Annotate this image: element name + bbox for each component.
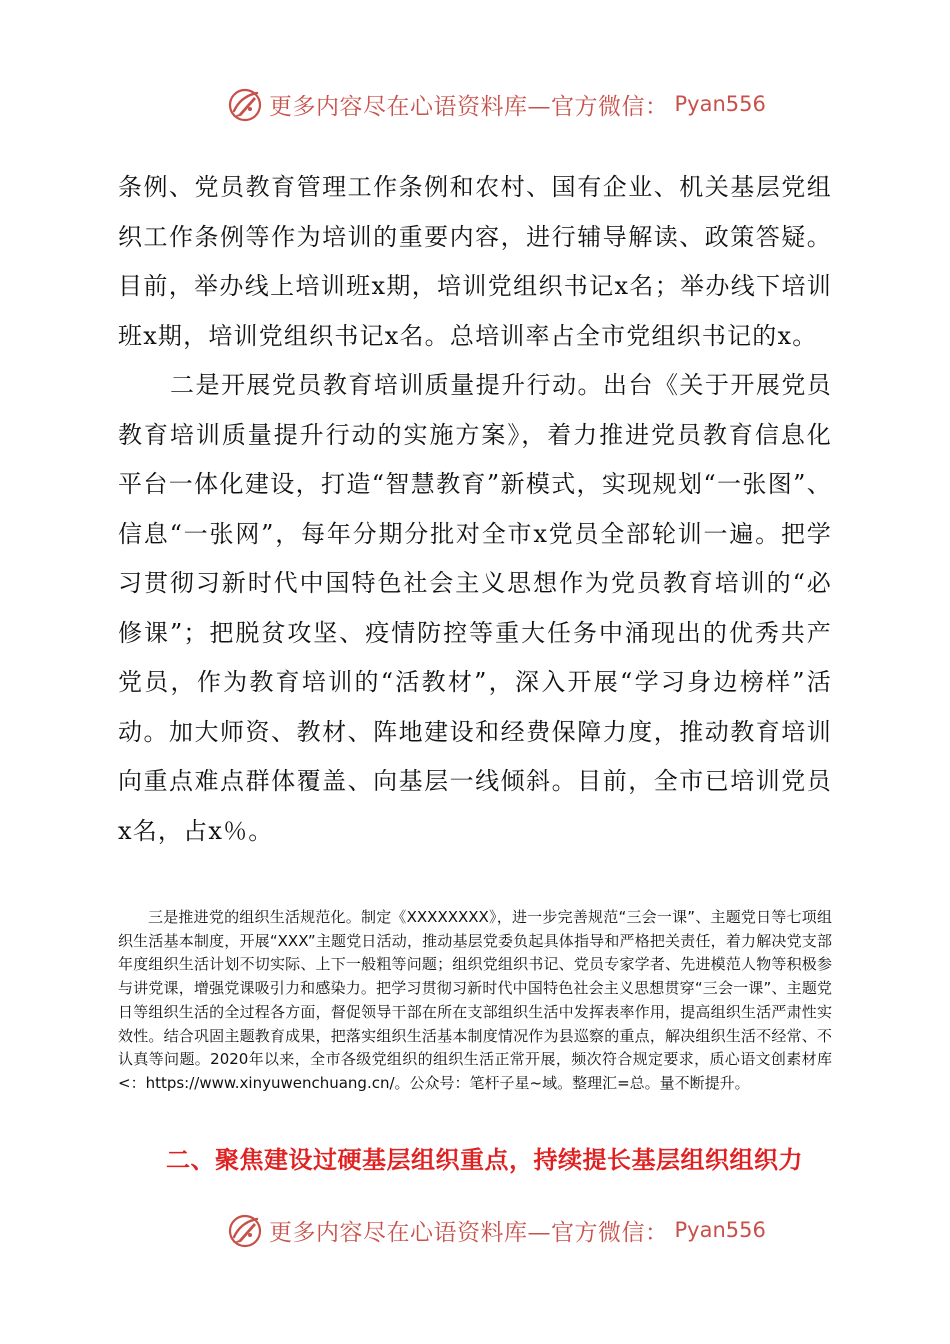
pen-logo-icon [225,1210,265,1250]
banner-text: 更多内容尽在心语资料库—官方微信： [269,93,669,120]
banner-wechat-id: Pyan556 [674,92,766,116]
small-print-section [118,906,832,1096]
main-body-text [118,163,832,856]
paragraph-training-quality: 二是开展党员教育培训质量提升行动。出台《关于开展党员教育培训质量提升行动的实施方案》，着力推进党员教育信息化平台一体化建设，打造“智慧教育”新模式，实现规划“一张图”、信息“一张网”，每年分期分批对全市x党员全部轮训一遍。把学习贯彻习新时代中国特色社会主义思想作为党员教育培训的“必修课”；把脱贫攻坚、疫情防控等重大任务中涌现出的优秀共产党员，作为教育培训的“活教材”，深入开展“学习身边榜样”活动。加大师资、教材、阵地建设和经费保障力度，推动教育培训向重点难点群体覆盖、向基层一线倾斜。目前，全市已培训党员x名，占x％。 [118,371,832,845]
banner-wechat-id: Pyan556 [674,1218,766,1242]
footer-watermark-banner [225,1208,766,1252]
paragraph-continuation: 条例、党员教育管理工作条例和农村、国有企业、机关基层党组织工作条例等作为培训的重要内容，进行辅导解读、政策答疑。目前，举办线上培训班x期，培训党组织书记x名；举办线下培训班x期，培训党组织书记x名。总培训率占全市党组织书记的x。 [118,173,832,350]
banner-text: 更多内容尽在心语资料库—官方微信： [269,1219,669,1246]
section-heading: 二、聚焦建设过硬基层组织重点，持续提长基层组织组织力 [166,1146,803,1174]
paragraph-organization-life: 三是推进党的组织生活规范化。制定《XXXXXXXX》，进一步完善规范“三会一课”、主题党日等七项组织生活基本制度，开展“XXX”主题党日活动，推动基层党委负起具体指导和严格把关责任，着力解决党支部年度组织生活计划不切实际、上下一般粗等问题；组织党组织书记、党员专家学者、先进模范人物等积极参与讲党课，增强党课吸引力和感染力。把学习贯彻习新时代中国特色社会主义思想贯穿“三会一课”、主题党日等组织生活的全过程各方面，督促领导干部在所在支部组织生活中发挥表率作用，提高组织生活严肃性实效性。结合巩固主题教育成果，把落实组织生活基本制度情况作为县巡察的重点，解决组织生活不经常、不认真等问题。2020年以来，全市各级党组织的组织生活正常开展，频次符合规定要求，质心语文创素材库<：https://www.xinyuwenchuang.cn/。公众号：笔杆子星~域。整理汇=总。量不断提升。 [118,908,833,1092]
header-watermark-banner [225,82,766,126]
pen-logo-icon [225,84,265,124]
